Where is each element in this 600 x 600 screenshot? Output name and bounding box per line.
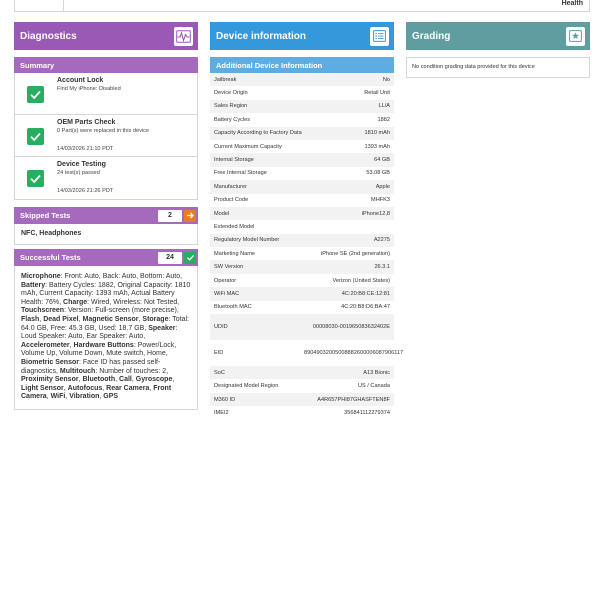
test-detail: , — [138, 315, 143, 323]
test-detail: : Wired, Wireless: Not Tested, — [87, 298, 180, 306]
grading-column — [406, 22, 590, 78]
skipped-tests-controls — [158, 210, 196, 222]
info-value: 26.3.1 — [374, 264, 390, 271]
info-value: 356841112279374 — [344, 409, 390, 416]
info-row — [210, 127, 394, 140]
test-name: Battery — [21, 281, 46, 289]
info-value: 1882 — [377, 116, 390, 123]
summary-item-subtitle: Find My iPhone: Disabled — [57, 86, 121, 92]
info-key: Battery Cycles — [214, 116, 251, 123]
test-detail: : Loud Speaker: Auto, Ear Speaker: Auto, — [21, 324, 178, 341]
info-row — [210, 113, 394, 126]
info-key: Manufacturer — [214, 183, 247, 190]
summary-item-title: OEM Parts Check — [57, 119, 116, 126]
check-icon — [27, 86, 44, 103]
info-row — [210, 153, 394, 166]
info-value: 4C:20:B8:D6:BA:47 — [341, 304, 390, 311]
info-row — [210, 86, 394, 99]
test-detail: , — [78, 315, 83, 323]
check-icon — [27, 128, 44, 145]
summary-item-subtitle: 24 test(s) passed — [57, 170, 100, 176]
info-row — [210, 167, 394, 180]
test-name: Dead Pixel — [43, 315, 79, 323]
info-key: Jailbreak — [214, 76, 237, 83]
test-detail: , — [149, 384, 154, 392]
info-key: Operator — [214, 277, 237, 284]
summary-item-date: 14/03/2026 21:26 PDT — [57, 188, 114, 194]
check-icon — [27, 170, 44, 187]
grading-title: Grading — [412, 30, 451, 42]
test-detail: : Battery Cycles: 1882, Original Capacity: 1810 mAh, Current Capacity: 1393 mAh, Actual Battery Health: 76%, — [21, 281, 191, 306]
info-key: Capacity According to Factory Data — [214, 130, 302, 137]
test-name: Light Sensor — [21, 384, 64, 392]
summary-item-oem-parts — [15, 115, 197, 157]
info-key: Designated Model Region — [214, 383, 279, 390]
test-detail: , — [46, 393, 51, 401]
successful-tests-count: 24 — [158, 252, 182, 264]
info-key: Regulatory Model Number — [214, 237, 280, 244]
info-row — [210, 100, 394, 113]
test-name: Autofocus — [67, 384, 103, 392]
test-detail: , — [69, 341, 74, 349]
test-name: Vibration — [69, 393, 100, 401]
info-row — [210, 260, 394, 273]
info-row — [210, 393, 394, 406]
test-detail: : Face ID has passed self-diagnostics, — [21, 358, 161, 375]
info-value: 89049032005008882600006087906117 — [304, 350, 404, 357]
top-strip — [14, 0, 590, 12]
info-row — [210, 274, 394, 287]
info-key: Bluetooth MAC — [214, 304, 252, 311]
test-detail: , — [102, 384, 107, 392]
info-row — [210, 180, 394, 193]
additional-info-label: Additional Device Information — [216, 60, 323, 70]
test-detail: : Front: Auto, Back: Auto, Bottom: Auto, — [60, 273, 183, 280]
test-detail: : Version: Full-screen (more precise), — [64, 307, 179, 315]
summary-item-title: Account Lock — [57, 77, 104, 84]
device-info-table — [210, 73, 404, 420]
test-name: Storage — [142, 315, 169, 323]
info-value: A4R657PHI87GHASFTEN8F — [317, 396, 390, 403]
successful-tests-bar — [14, 249, 198, 266]
test-name: Front Camera — [21, 384, 172, 401]
check-icon[interactable] — [184, 252, 196, 264]
test-detail: , — [99, 393, 104, 401]
info-value: iPhone12,8 — [361, 210, 390, 217]
info-row — [210, 220, 394, 233]
info-key: Model — [214, 210, 230, 217]
info-value: Retail Unit — [364, 90, 390, 97]
test-name: Accelerometer — [21, 341, 70, 349]
skipped-tests-list: NFC, Headphones — [14, 224, 198, 245]
info-key: UDID — [214, 324, 228, 331]
info-key: Marketing Name — [214, 250, 256, 257]
test-name: Rear Camera — [106, 384, 150, 392]
info-key: Current Maximum Capacity — [214, 143, 282, 150]
list-icon — [370, 27, 389, 46]
test-detail: : Total: 64.0 GB, Free: 45.3 GB, Used: 18.7 GB, — [21, 315, 189, 332]
summary-item-title: Device Testing — [57, 161, 106, 168]
info-key: SW Version — [214, 264, 244, 271]
test-name: Multitouch — [59, 367, 96, 375]
test-name: Microphone — [21, 273, 61, 280]
info-value: Apple — [375, 183, 390, 190]
grading-message: No condition grading data provided for this device — [406, 57, 590, 78]
info-value: Verizon (United States) — [332, 277, 390, 284]
diagnostics-title: Diagnostics — [20, 30, 77, 42]
info-value: MHFK3 — [371, 197, 390, 204]
diagnostics-column — [14, 22, 198, 410]
successful-tests-label: Successful Tests — [20, 253, 81, 262]
top-strip-divider — [63, 0, 64, 12]
summary-item-device-testing — [15, 157, 197, 199]
device-info-header — [210, 22, 394, 50]
skipped-tests-count: 2 — [158, 210, 182, 222]
info-row — [210, 140, 394, 153]
test-name: GPS — [103, 393, 119, 401]
skipped-tests-label: Skipped Tests — [20, 211, 71, 220]
info-row — [210, 207, 394, 220]
diagnostics-header — [14, 22, 198, 50]
heartbeat-icon — [174, 27, 193, 46]
test-name: Hardware Buttons — [73, 341, 134, 349]
summary-item-date: 14/03/2026 21:10 PDT — [57, 146, 114, 152]
info-row — [210, 314, 394, 340]
info-value: iPhone SE (2nd generation) — [320, 250, 390, 257]
info-value: LL/A — [378, 103, 390, 110]
info-row — [210, 73, 394, 86]
star-icon — [566, 27, 585, 46]
test-detail: , — [65, 393, 70, 401]
device-info-column — [210, 22, 404, 420]
info-value: 4C:20:B8:CE:12:81 — [341, 290, 390, 297]
info-row — [210, 340, 404, 366]
info-value: 53.08 GB — [366, 170, 390, 177]
additional-info-bar — [210, 57, 394, 73]
info-key: M360 ID — [214, 396, 236, 403]
info-key: IMEI2 — [214, 409, 229, 416]
info-value: A2275 — [373, 237, 390, 244]
test-detail: , — [172, 376, 175, 384]
info-key: WiFi MAC — [214, 290, 240, 297]
summary-list — [14, 73, 198, 200]
test-detail: , — [115, 376, 120, 384]
info-row — [210, 301, 394, 314]
test-name: Proximity Sensor — [21, 376, 79, 384]
info-row — [210, 287, 394, 300]
info-row — [210, 366, 394, 379]
info-value: No — [382, 76, 390, 83]
test-detail: , — [39, 315, 44, 323]
device-info-title: Device information — [216, 30, 307, 42]
info-value: 1810 mAh — [364, 130, 390, 137]
info-value: 64 GB — [374, 157, 390, 164]
summary-label: Summary — [20, 60, 55, 70]
info-key: Free Internal Storage — [214, 170, 267, 177]
skipped-tests-bar — [14, 207, 198, 224]
test-detail: , — [131, 376, 136, 384]
test-detail: : Number of touches: 2, — [95, 367, 169, 375]
info-value: 00008030-001965083632402E — [312, 324, 390, 331]
test-name: Magnetic Sensor — [82, 315, 139, 323]
grading-header — [406, 22, 590, 50]
test-detail: , — [78, 376, 83, 384]
info-row — [210, 406, 394, 419]
info-row — [210, 234, 394, 247]
health-label: Health — [561, 0, 583, 7]
test-name: Speaker — [148, 324, 176, 332]
info-value: US / Canada — [357, 383, 390, 390]
info-key: Sales Region — [214, 103, 248, 110]
info-key: Device Origin — [214, 90, 248, 97]
summary-bar — [14, 57, 198, 73]
info-row — [210, 194, 394, 207]
test-name: Charge — [63, 298, 88, 306]
summary-item-account-lock — [15, 73, 197, 115]
info-value: 1393 mAh — [364, 143, 390, 150]
test-name: Touchscreen — [21, 307, 65, 315]
info-row — [210, 247, 394, 260]
test-name: Bluetooth — [82, 376, 116, 384]
info-key: Internal Storage — [214, 157, 254, 164]
test-name: Gyroscope — [135, 376, 173, 384]
test-name: Call — [119, 376, 132, 384]
info-row — [210, 379, 394, 392]
test-name: Biometric Sensor — [21, 358, 79, 366]
info-key: Product Code — [214, 197, 249, 204]
test-detail: : Power/Lock, Volume Up, Volume Down, Mute switch, Home, — [21, 341, 177, 358]
info-key: SoC — [214, 369, 225, 376]
info-key: EID — [214, 350, 224, 357]
summary-item-subtitle: 0 Part(s) were replaced in this device — [57, 128, 150, 134]
info-key: Extended Model — [214, 223, 255, 230]
successful-tests-controls — [158, 252, 196, 264]
test-name: Flash — [21, 315, 40, 323]
test-detail: , — [63, 384, 68, 392]
info-value: A13 Bionic — [363, 369, 390, 376]
successful-tests-list — [14, 266, 198, 410]
test-name: WiFi — [50, 393, 66, 401]
arrow-right-icon[interactable] — [184, 210, 196, 222]
